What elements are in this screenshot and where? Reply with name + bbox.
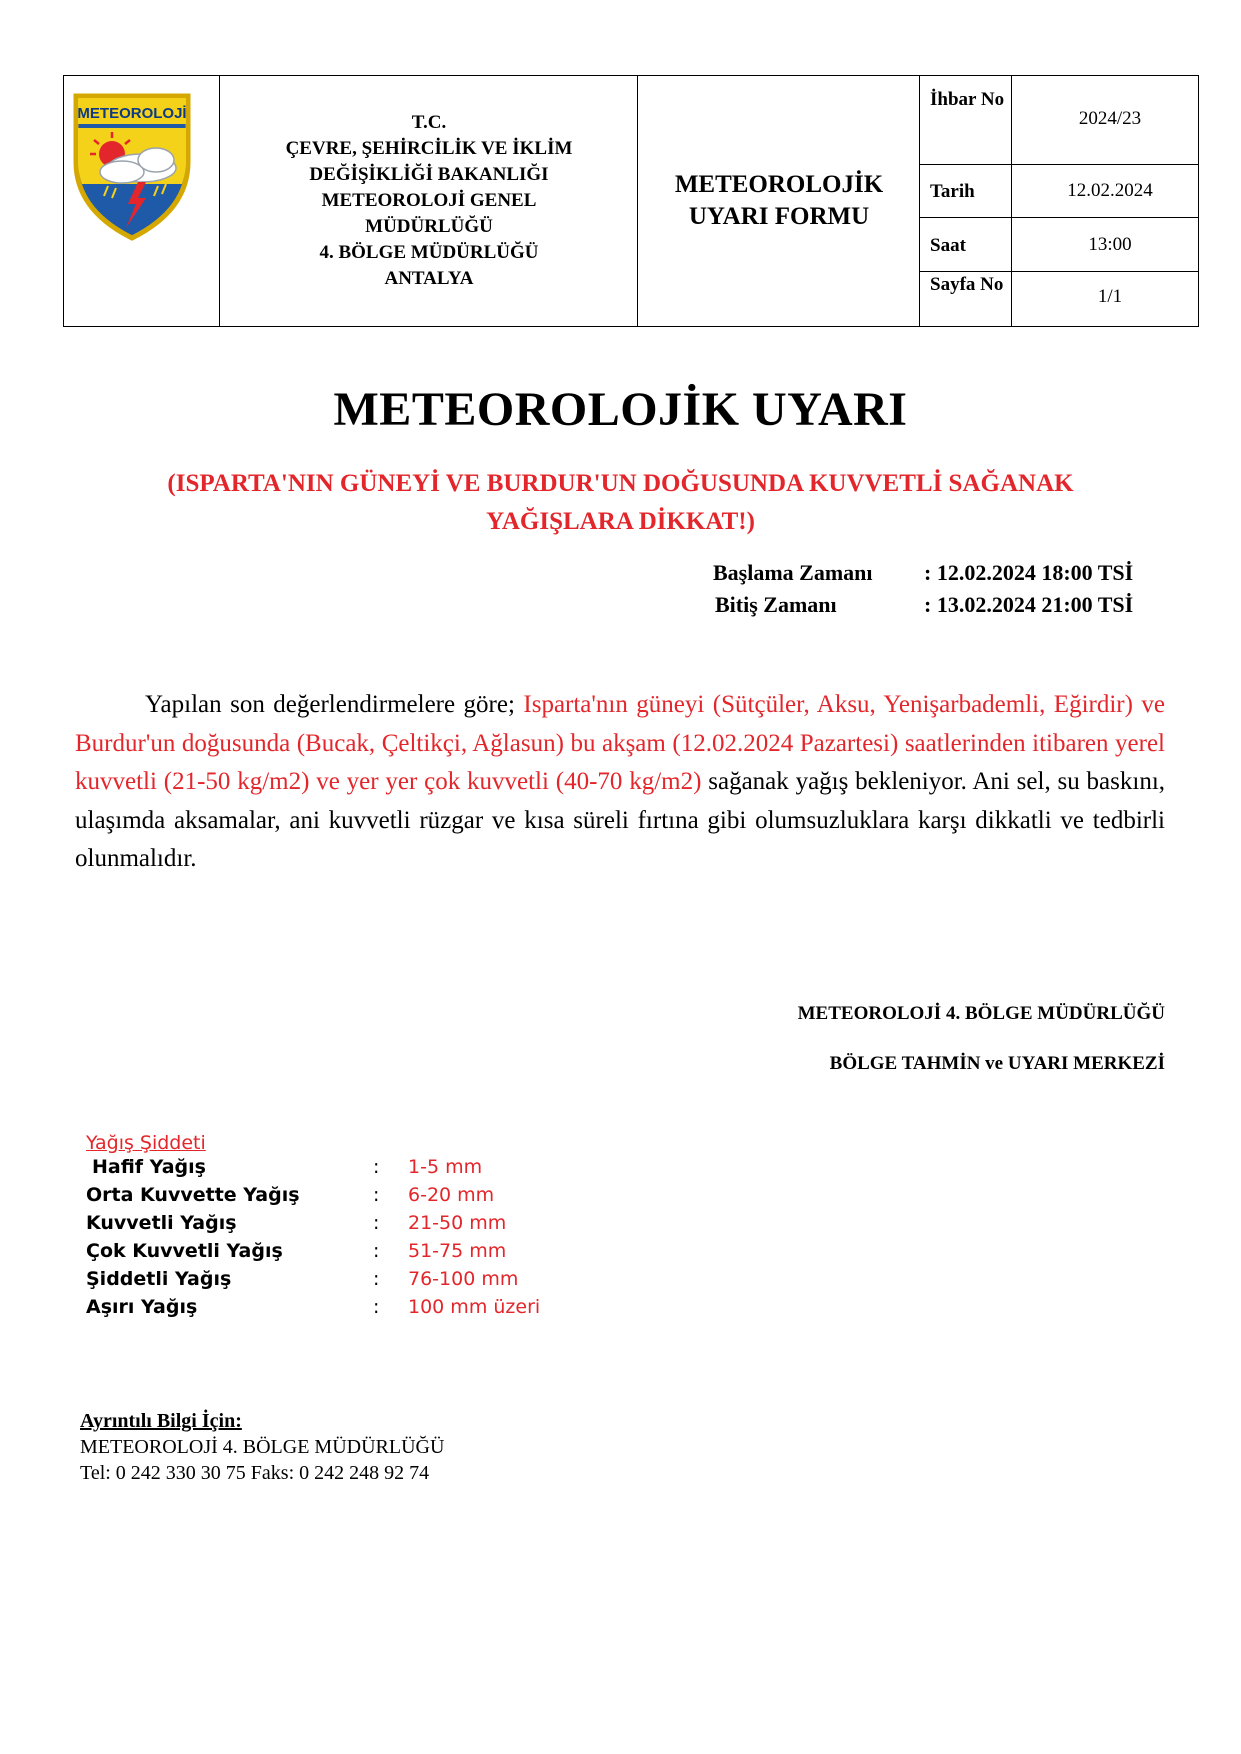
end-time-label: Bitiş Zamanı: [715, 592, 837, 617]
scale-value: 6-20 mm: [408, 1184, 495, 1206]
body-rest: sağanak yağış bekleniyor. Ani sel, su baskını, ulaşımda aksamalar, ani kuvvetli rüzgar ve kısa süreli fırtına gibi olumsuzluklara karşı dikkatli ve tedbirli olunmalıdır.: [75, 768, 1166, 872]
warning-body: [75, 686, 1165, 879]
contact-phone: Tel: 0 242 330 30 75 Faks: 0 242 248 92 74: [80, 1462, 430, 1484]
page-title: METEOROLOJİK UYARI: [333, 383, 908, 436]
scale-colon: :: [373, 1156, 380, 1178]
scale-value: 51-75 mm: [408, 1240, 507, 1262]
saat-value: 13:00: [1088, 234, 1132, 255]
scale-name: Hafif Yağış: [92, 1156, 206, 1178]
scale-name: Kuvvetli Yağış: [86, 1212, 237, 1234]
scale-name: Şiddetli Yağış: [86, 1268, 232, 1290]
divider: [919, 164, 1198, 165]
warning-subtitle: (ISPARTA'NIN GÜNEYİ VE BURDUR'UN DOĞUSUNDA KUVVETLİ SAĞANAK YAĞIŞLARA DİKKAT!): [167, 470, 1074, 535]
end-time-value: : 13.02.2024 21:00 TSİ: [924, 592, 1134, 617]
ihbar-no-value: 2024/23: [1078, 108, 1142, 129]
logo-text: METEOROLOJİ: [77, 105, 187, 122]
scale-name: Çok Kuvvetli Yağış: [86, 1240, 283, 1262]
scale-row: [86, 1184, 495, 1212]
scale-title: Yağış Şiddeti: [86, 1132, 206, 1154]
org-line: METEOROLOJİ GENEL: [321, 190, 537, 211]
ihbar-no-label: İhbar No: [930, 89, 1005, 110]
scale-colon: :: [373, 1184, 380, 1206]
signature-line-2: BÖLGE TAHMİN ve UYARI MERKEZİ: [829, 1053, 1165, 1074]
scale-row: [86, 1296, 541, 1324]
scale-row: [86, 1268, 519, 1296]
scale-colon: :: [373, 1240, 380, 1262]
body-intro: Yapılan son değerlendirmelere göre;: [145, 691, 524, 718]
form-title-line: METEOROLOJİK: [674, 171, 884, 198]
scale-name: Orta Kuvvette Yağış: [86, 1184, 300, 1206]
org-line: ANTALYA: [384, 268, 474, 289]
org-line: T.C.: [411, 112, 447, 133]
saat-label: Saat: [930, 235, 966, 256]
signature-line-1: METEOROLOJİ 4. BÖLGE MÜDÜRLÜĞÜ: [797, 1003, 1165, 1024]
scale-row: [86, 1240, 507, 1268]
org-line: ÇEVRE, ŞEHİRCİLİK VE İKLİM: [285, 138, 573, 159]
scale-value: 76-100 mm: [408, 1268, 519, 1290]
start-time-value: : 12.02.2024 18:00 TSİ: [924, 560, 1134, 585]
scale-name: Aşırı Yağış: [86, 1296, 198, 1318]
body-highlight: Isparta'nın güneyi (Sütçüler, Aksu, Yenişarbademli, Eğirdir) ve Burdur'un doğusunda (Bucak, Çeltikçi, Ağlasun) bu akşam (12.02.2024 Pazartesi) saatlerinden itibaren yerel kuvvetli (21-50 kg/m2) ve yer yer çok kuvvetli (40-70 kg/m2): [75, 691, 1165, 795]
contact-heading: Ayrıntılı Bilgi İçin:: [80, 1410, 242, 1432]
scale-colon: :: [373, 1296, 380, 1318]
form-title-line: UYARI FORMU: [688, 203, 870, 230]
divider: [919, 217, 1198, 218]
sayfa-no-label: Sayfa No: [930, 274, 1004, 295]
scale-colon: :: [373, 1268, 380, 1290]
rain-intensity-scale: [86, 1132, 541, 1324]
start-time-label: Başlama Zamanı: [713, 560, 873, 585]
divider: [1011, 76, 1012, 326]
scale-row: [86, 1212, 507, 1240]
org-line: MÜDÜRLÜĞÜ: [365, 216, 493, 237]
scale-value: 21-50 mm: [408, 1212, 507, 1234]
organization-block: [220, 76, 638, 326]
scale-colon: :: [373, 1212, 380, 1234]
sayfa-no-value: 1/1: [1097, 286, 1123, 307]
scale-value: 1-5 mm: [408, 1156, 483, 1178]
divider: [919, 271, 1198, 272]
scale-row: [86, 1156, 483, 1184]
scale-value: 100 mm üzeri: [408, 1296, 541, 1318]
tarih-value: 12.02.2024: [1067, 180, 1153, 201]
org-line: 4. BÖLGE MÜDÜRLÜĞÜ: [319, 242, 539, 263]
meteoroloji-logo: [72, 92, 192, 242]
form-title: [638, 76, 920, 326]
contact-org: METEOROLOJİ 4. BÖLGE MÜDÜRLÜĞÜ: [80, 1436, 445, 1458]
logo-cell: [64, 76, 220, 326]
tarih-label: Tarih: [930, 181, 975, 202]
header-table: [63, 75, 1199, 327]
org-line: DEĞİŞİKLİĞİ BAKANLIĞI: [309, 164, 549, 185]
contact-block: [80, 1408, 444, 1486]
